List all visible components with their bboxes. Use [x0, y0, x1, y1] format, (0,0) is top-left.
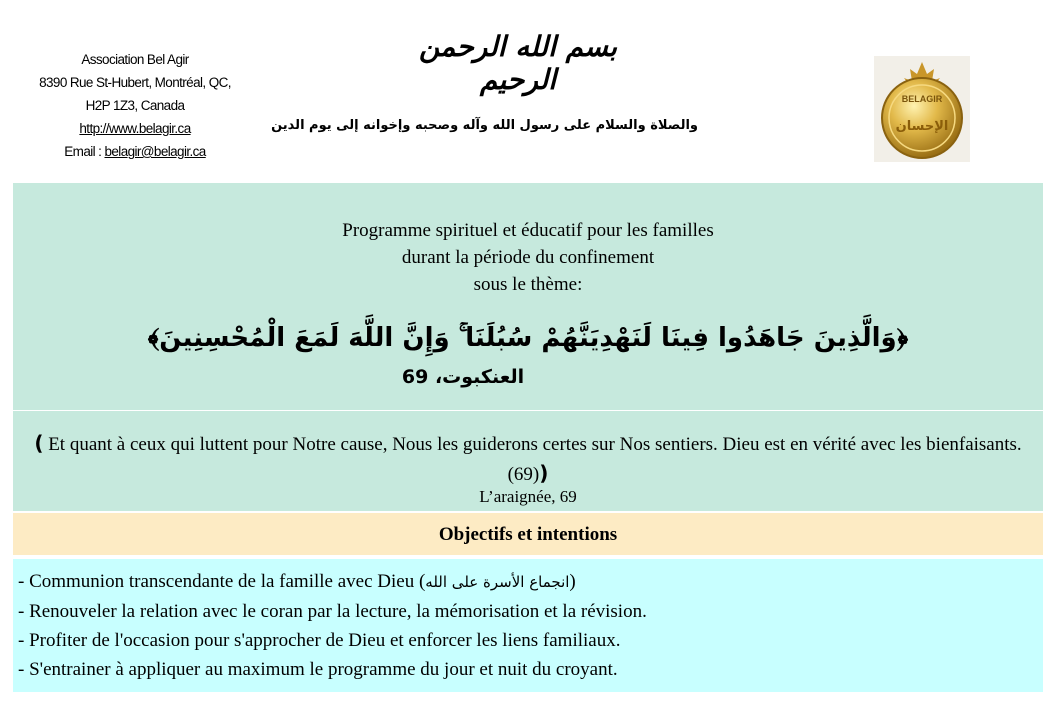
translation-open-paren: ( — [34, 431, 44, 455]
program-line-3: sous le thème: — [473, 274, 583, 295]
quran-verse-arabic: ﴿وَالَّذِينَ جَاهَدُوا فِينَا لَنَهْدِيَنَّهُمْ سُبُلَنَا ۚ وَإِنَّ اللَّهَ لَمَعَ الْمُحْسِنِينَ﴾ — [147, 323, 909, 353]
objective-item — [18, 567, 1043, 597]
translation-close-paren: ) — [539, 461, 549, 485]
program-line-1: Programme spirituel et éducatif pour les familles — [342, 220, 714, 241]
translation-panel — [13, 410, 1043, 511]
belagir-logo-medal-icon — [874, 56, 970, 162]
objective-1-arabic: انجماع الأسرة على الله — [425, 573, 570, 591]
objective-1-close: ) — [569, 571, 576, 592]
objectives-title: Objectifs et intentions — [13, 513, 1043, 555]
program-line-2: durant la période du confinement — [401, 247, 655, 268]
verse-reference-arabic: العنكبوت، 69 — [401, 366, 525, 388]
street-address: 8390 Rue St-Hubert, Montréal, QC, — [39, 75, 231, 90]
program-title — [13, 217, 1043, 298]
association-name: Association Bel Agir — [81, 52, 189, 67]
translation-text: Et quant à ceux qui luttent pour Notre cause, Nous les guiderons certes sur Nos sentiers. Dieu est en vérité avec les bienfaisants. (69) — [48, 434, 1022, 485]
verse-translation — [23, 429, 1033, 489]
salat-calligraphy: والصلاة والسلام على رسول الله وآله وصحبه وإخوانه إلى يوم الدين — [271, 118, 698, 133]
translation-reference: L’araignée, 69 — [479, 487, 577, 506]
association-address — [20, 48, 250, 163]
objective-1-text: - Communion transcendante de la famille avec Dieu ( — [18, 571, 426, 592]
belagir-logo — [874, 56, 970, 162]
objective-item: - S'entrainer à appliquer au maximum le programme du jour et nuit du croyant. — [18, 659, 618, 680]
website-link[interactable]: http://www.belagir.ca — [79, 121, 191, 136]
objectives-list — [13, 559, 1043, 692]
email-link[interactable]: belagir@belagir.ca — [104, 144, 206, 159]
logo-text-top: BELAGIR — [901, 94, 943, 104]
objective-item: - Renouveler la relation avec le coran par la lecture, la mémorisation et la révision. — [18, 601, 647, 622]
objective-item: - Profiter de l'occasion pour s'approcher de Dieu et enforcer les liens familiaux. — [18, 630, 621, 651]
email-line — [20, 140, 250, 163]
email-label: Email : — [64, 144, 105, 159]
program-theme-panel — [13, 183, 1043, 410]
basmala-calligraphy: بسم الله الرحمن الرحيم — [418, 30, 618, 96]
logo-text-inner: الإحسان — [895, 119, 949, 134]
postal-address: H2P 1Z3, Canada — [85, 98, 185, 113]
